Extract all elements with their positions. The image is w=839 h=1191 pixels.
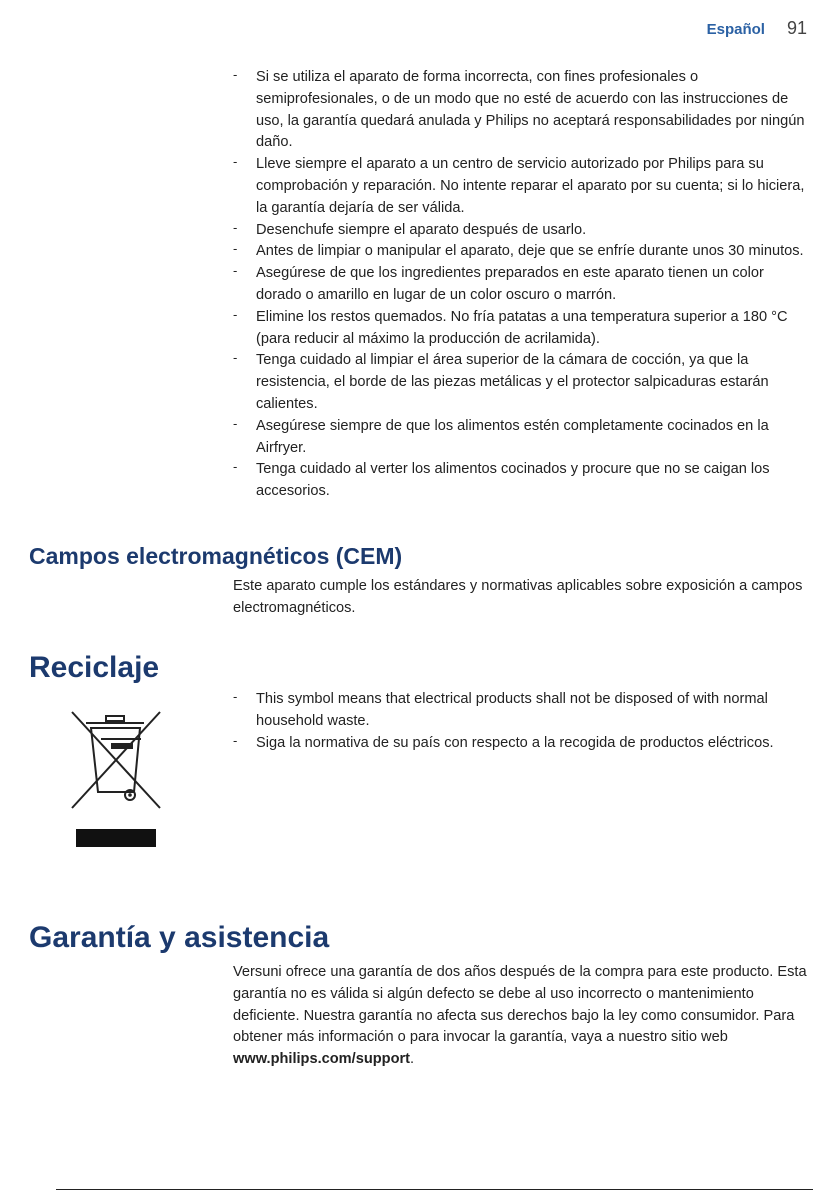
recycling-list: [233, 689, 813, 754]
list-item: - Siga la normativa de su país con respecto a la recogida de productos eléctricos.: [233, 733, 813, 755]
list-item: - Asegúrese siempre de que los alimentos estén completamente cocinados en la Airfryer.: [233, 416, 813, 460]
list-item: - Elimine los restos quemados. No fría patatas a una temperatura superior a 180 °C (para reducir al máximo la producción de acrilamida).: [233, 307, 813, 351]
warranty-end: .: [410, 1051, 415, 1068]
list-item: - Tenga cuidado al verter los alimentos cocinados y procure que no se caigan los accesorios.: [233, 459, 813, 503]
list-item: - Lleve siempre el aparato a un centro de servicio autorizado por Philips para su comprobación y reparación. No intente reparar el aparato por su cuenta; si lo hiciera, la garantía dejaría de ser válida.: [233, 154, 813, 219]
safety-list: [233, 67, 813, 503]
list-item: - Si se utiliza el aparato de forma incorrecta, con fines profesionales o semiprofesionales, o de un modo que no esté de acuerdo con las instrucciones de uso, la garantía quedará anulada y Philips no aceptará responsabilidades por ningún daño.: [233, 67, 813, 154]
recycling-section: [233, 689, 813, 754]
cem-paragraph: Este aparato cumple los estándares y normativas aplicables sobre exposición a campos electromagnéticos.: [233, 578, 803, 616]
support-link[interactable]: www.philips.com/support: [233, 1051, 411, 1068]
recycling-heading: Reciclaje: [29, 651, 160, 684]
list-item: - Desenchufe siempre el aparato después de usarlo.: [233, 220, 813, 242]
cem-heading: Campos electromagnéticos (CEM): [29, 543, 403, 569]
language-label: Español: [706, 21, 765, 38]
warranty-heading: Garantía y asistencia: [29, 921, 330, 954]
crossed-out-wheelie-bin-icon: [64, 706, 168, 852]
list-item: - This symbol means that electrical products shall not be disposed of with normal household waste.: [233, 689, 813, 733]
warranty-section: [233, 962, 813, 1071]
warranty-text: Versuni ofrece una garantía de dos años después de la compra para este producto. Esta garantía no es válida si algún defecto se debe al uso incorrecto o mantenimiento deficiente. Nuestra garantía no afecta sus derechos bajo la ley como consumidor. Para obtener más información o para invocar la garantía, vaya a nuestro sitio web: [233, 964, 807, 1046]
page-header: [707, 18, 807, 39]
list-item: - Asegúrese de que los ingredientes preparados en este aparato tienen un color dorado o amarillo en lugar de un color oscuro o marrón.: [233, 263, 813, 307]
list-item: - Antes de limpiar o manipular el aparato, deje que se enfríe durante unos 30 minutos.: [233, 241, 813, 263]
list-item: - Tenga cuidado al limpiar el área superior de la cámara de cocción, ya que la resistencia, el borde de las piezas metálicas y el protector salpicaduras estarán calientes.: [233, 350, 813, 415]
safety-section: [233, 67, 813, 503]
cem-section: [233, 576, 813, 620]
footer-divider: [56, 1189, 813, 1190]
warranty-paragraph: [233, 962, 813, 1071]
page-number: 91: [786, 18, 807, 38]
